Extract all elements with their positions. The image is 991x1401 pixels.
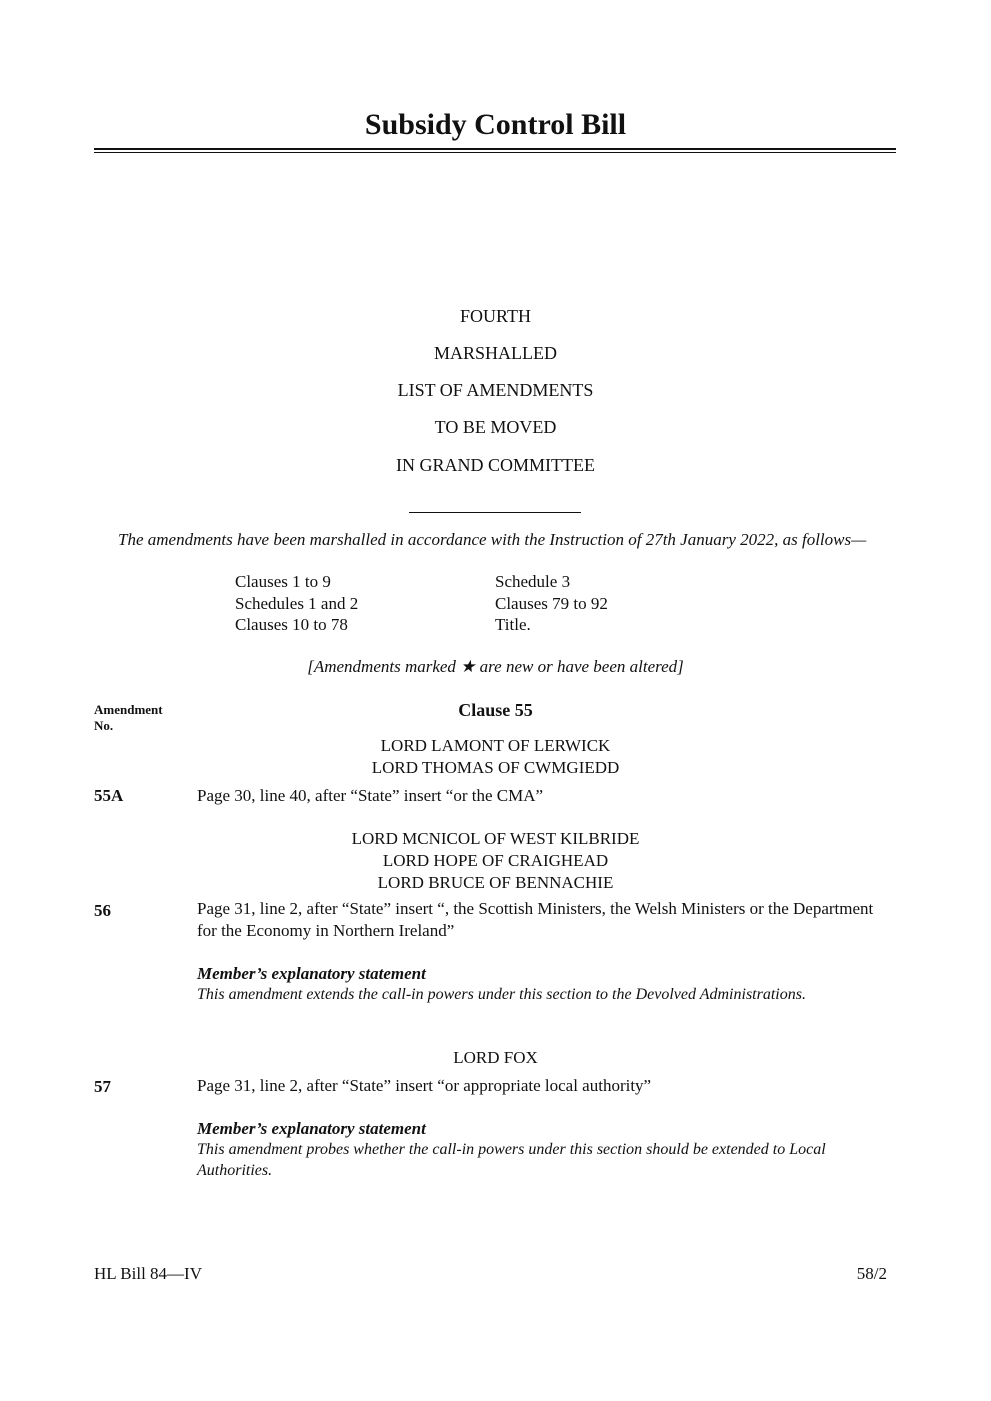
statement-label: Member’s explanatory statement [197,964,426,983]
explanatory-statement [197,1118,837,1181]
order-item: Title. [495,615,531,634]
order-item: Clauses 10 to 78 [235,615,348,634]
explanatory-statement [197,963,837,1005]
amendment-number: 57 [94,1077,111,1096]
intro-text: The amendments have been marshalled in accordance with the Instruction of 27th January 2022, as follows— [118,530,867,549]
amendment-text: Page 31, line 2, after “State” insert “, the Scottish Ministers, the Welsh Ministers or the Department for the Economy in Northern Ireland” [197,899,874,940]
members: LORD FOX [453,1048,538,1067]
title-rule [94,152,896,153]
heading-line: MARSHALLED [433,343,557,363]
members: LORD LAMONT OF LERWICK LORD THOMAS OF CWMGIEDD [371,736,620,777]
heading-line: IN GRAND COMMITTEE [396,455,595,475]
title-rule [94,148,896,150]
divider [409,512,581,513]
heading-line: LIST OF AMENDMENTS [397,380,594,400]
heading-line: FOURTH [460,306,531,326]
heading-line: TO BE MOVED [434,417,557,437]
order-item: Schedule 3 [495,572,571,591]
order-left [235,571,358,636]
order-item: Clauses 1 to 9 [235,572,331,591]
note: [Amendments marked ★ are new or have been altered] [307,657,684,676]
order-right [495,571,608,636]
amendment-text: Page 30, line 40, after “State” insert “or the CMA” [197,786,544,805]
footer-bill-ref: HL Bill 84—IV [94,1264,202,1283]
amendment-no-label: Amendment No. [94,702,163,733]
order-item: Schedules 1 and 2 [235,593,359,613]
members: LORD MCNICOL OF WEST KILBRIDE LORD HOPE OF CRAIGHEAD LORD BRUCE OF BENNACHIE [351,829,640,892]
statement-text: This amendment probes whether the call-in powers under this section should be extended to Local Authorities. [197,1141,826,1179]
statement-text: This amendment extends the call-in powers under this section to the Devolved Administrations. [197,986,806,1003]
amendment-number: 55A [94,786,124,805]
bill-title: Subsidy Control Bill [364,108,627,141]
order-item: Clauses 79 to 92 [495,593,608,613]
statement-label: Member’s explanatory statement [197,1119,426,1138]
footer-page-ref: 58/2 [856,1264,887,1283]
amendment-number: 56 [94,901,111,920]
amendment-text: Page 31, line 2, after “State” insert “or appropriate local authority” [197,1076,652,1095]
clause-heading: Clause 55 [458,700,533,720]
